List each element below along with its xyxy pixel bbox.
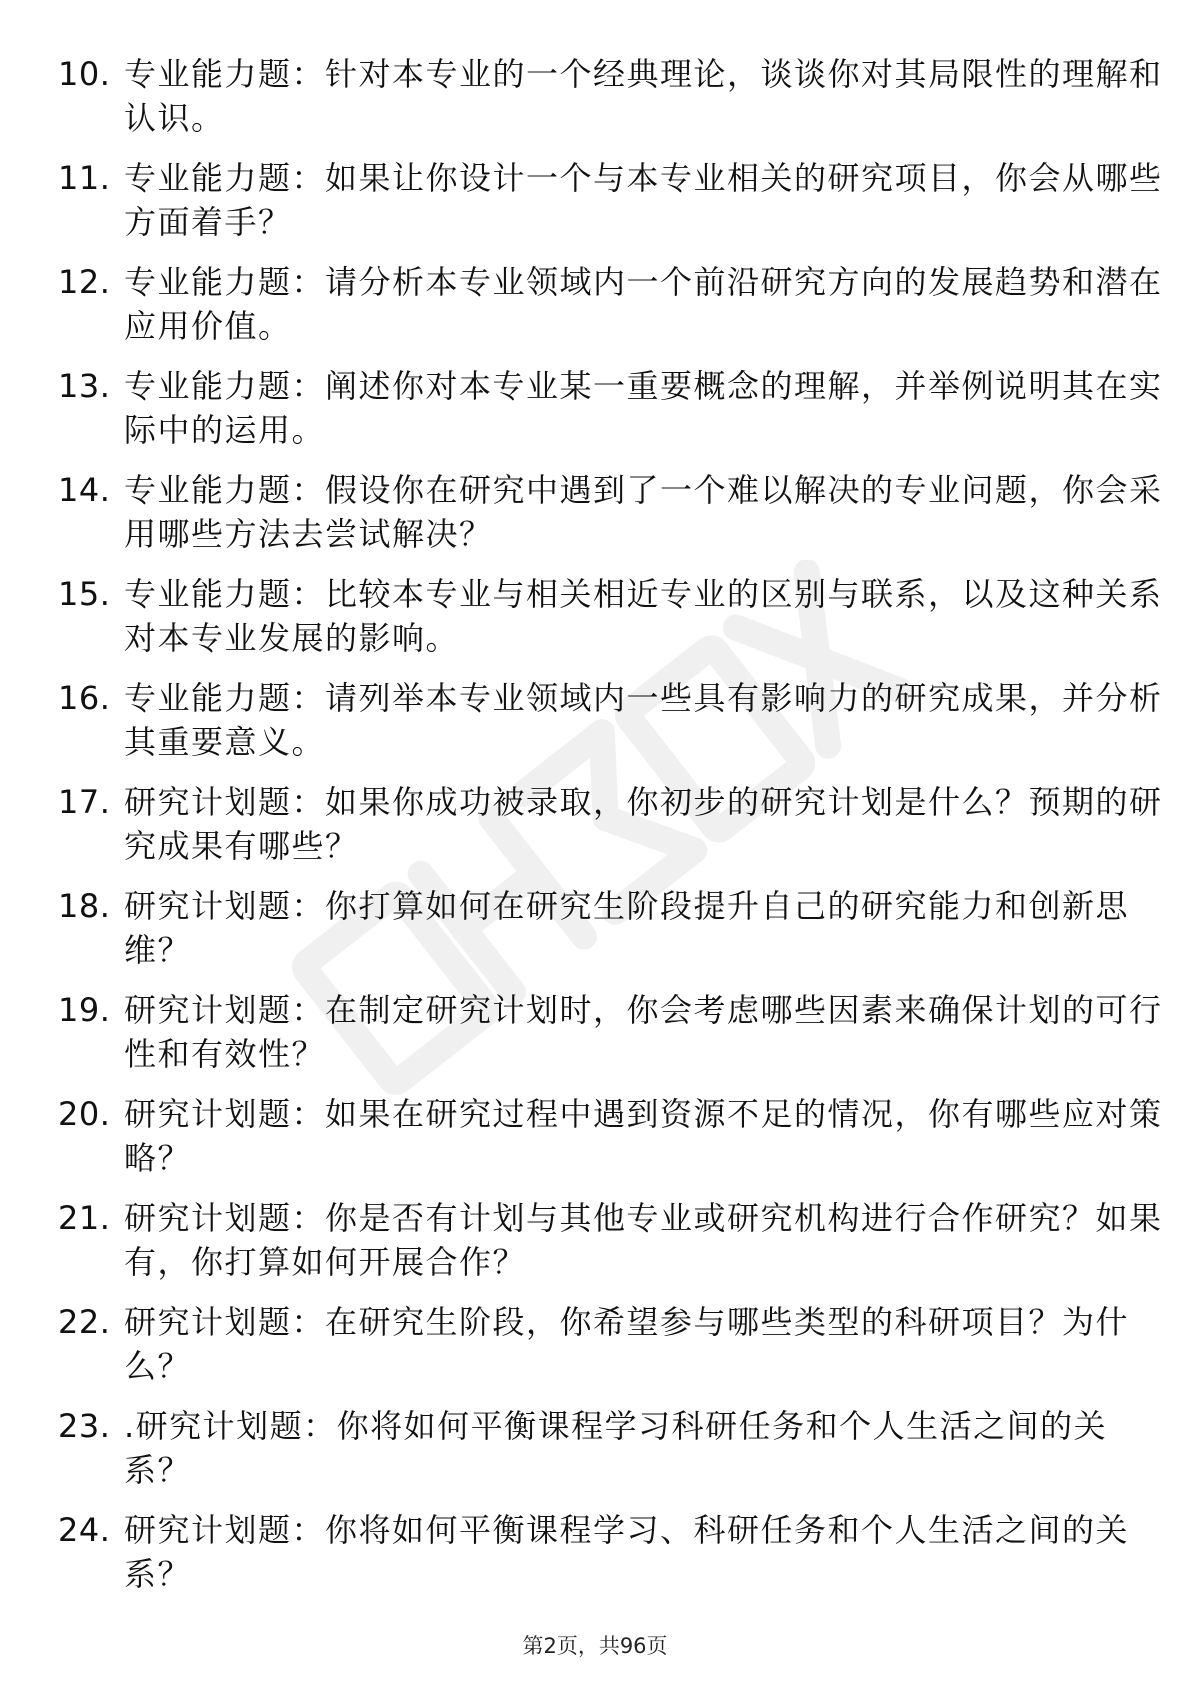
question-item — [58, 676, 1163, 780]
question-number: 13. — [58, 367, 111, 405]
question-text: 研究计划题：在研究生阶段，你希望参与哪些类型的科研项目？为什么？ — [124, 1303, 1130, 1385]
question-number: 18. — [58, 887, 111, 925]
question-item — [58, 1092, 1163, 1196]
question-item — [58, 1508, 1138, 1612]
question-item — [58, 156, 1163, 260]
question-item — [58, 364, 1163, 468]
question-item — [58, 260, 1163, 364]
question-text: 专业能力题：假设你在研究中遇到了一个难以解决的专业问题，你会采用哪些方法去尝试解决？ — [124, 471, 1163, 553]
question-text: 研究计划题：你将如何平衡课程学习、科研任务和个人生活之间的关系？ — [124, 1511, 1130, 1593]
question-text: 专业能力题：请分析本专业领域内一个前沿研究方向的发展趋势和潜在应用价值。 — [124, 263, 1163, 345]
question-item — [58, 1196, 1163, 1300]
question-number: 10. — [58, 55, 111, 93]
question-text: 专业能力题：阐述你对本专业某一重要概念的理解，并举例说明其在实际中的运用。 — [124, 367, 1163, 449]
question-text: 研究计划题：如果在研究过程中遇到资源不足的情况，你有哪些应对策略？ — [124, 1095, 1163, 1177]
question-number: 11. — [58, 159, 111, 197]
question-text: 研究计划题：如果你成功被录取，你初步的研究计划是什么？预期的研究成果有哪些？ — [124, 783, 1163, 865]
question-text: 专业能力题：如果让你设计一个与本专业相关的研究项目，你会从哪些方面着手？ — [124, 159, 1163, 241]
question-item — [58, 988, 1163, 1092]
page-indicator: 第2页，共96页 — [522, 1634, 668, 1658]
question-item — [58, 1404, 1138, 1508]
question-number: 12. — [58, 263, 111, 301]
question-number: 15. — [58, 575, 111, 613]
question-number: 24. — [58, 1511, 111, 1549]
question-text: 研究计划题：你打算如何在研究生阶段提升自己的研究能力和创新思维？ — [124, 887, 1130, 969]
question-number: 22. — [58, 1303, 111, 1341]
question-item — [58, 1300, 1138, 1404]
question-item — [58, 52, 1163, 156]
question-item — [58, 572, 1163, 676]
question-number: 14. — [58, 471, 111, 509]
question-item — [58, 468, 1163, 572]
question-text: 专业能力题：请列举本专业领域内一些具有影响力的研究成果，并分析其重要意义。 — [124, 679, 1163, 761]
question-text: .研究计划题：你将如何平衡课程学习科研任务和个人生活之间的关系？ — [124, 1407, 1108, 1489]
question-number: 21. — [58, 1199, 111, 1237]
question-number: 20. — [58, 1095, 111, 1133]
question-number: 23. — [58, 1407, 111, 1445]
question-number: 17. — [58, 783, 111, 821]
question-number: 19. — [58, 991, 111, 1029]
question-text: 专业能力题：比较本专业与相关相近专业的区别与联系，以及这种关系对本专业发展的影响。 — [124, 575, 1163, 657]
question-number: 16. — [58, 679, 111, 717]
question-list — [58, 52, 1163, 1612]
question-text: 专业能力题：针对本专业的一个经典理论，谈谈你对其局限性的理解和认识。 — [124, 55, 1163, 137]
question-item — [58, 884, 1138, 988]
question-text: 研究计划题：你是否有计划与其他专业或研究机构进行合作研究？如果有，你打算如何开展合作？ — [124, 1199, 1163, 1281]
question-item — [58, 780, 1163, 884]
question-text: 研究计划题：在制定研究计划时，你会考虑哪些因素来确保计划的可行性和有效性？ — [124, 991, 1163, 1073]
